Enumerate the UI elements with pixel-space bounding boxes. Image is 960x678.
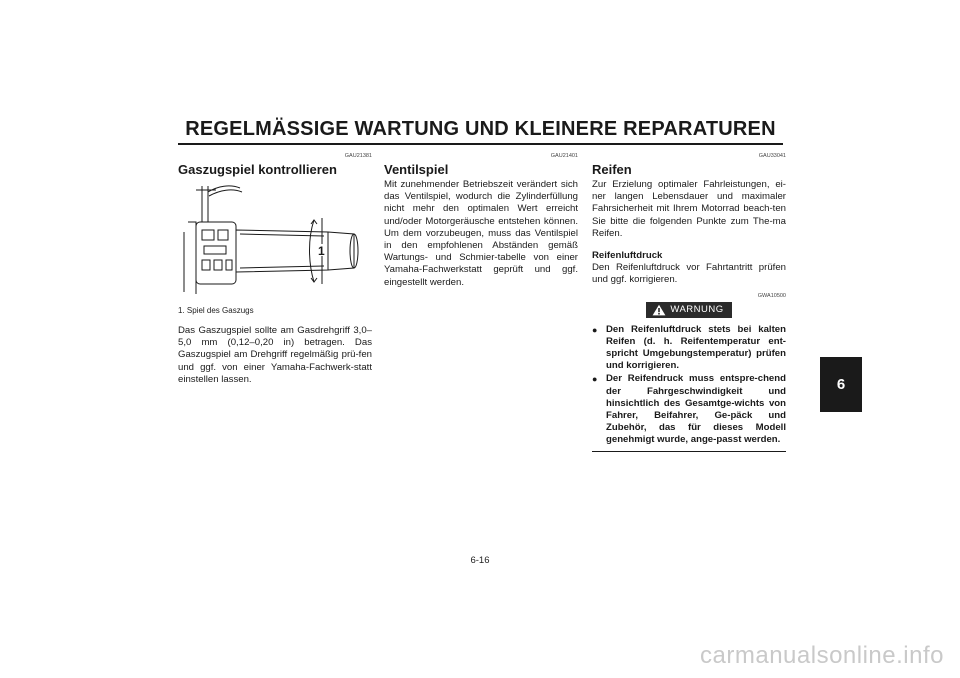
subsection-title-tire-pressure: Reifenluftdruck — [592, 250, 663, 262]
section-code: GAU21401 — [550, 153, 578, 159]
section-title-tires: Reifen — [592, 162, 632, 177]
site-watermark: carmanualsonline.info — [700, 642, 944, 669]
tire-pressure-text: Den Reifenluftdruck vor Fahrtantritt prüfen und ggf. korrigieren. — [592, 262, 786, 286]
warning-list — [592, 324, 786, 447]
column-tires — [592, 152, 786, 452]
tires-intro-text: Zur Erzielung optimaler Fahrleistungen, ei-ner langen Lebensdauer und maximaler Fahrsicherheit mit Ihrem Motorrad beach-ten Sie bitte die folgenden Punkte zum The-ma Reifen. — [592, 179, 786, 239]
warning-triangle-icon — [652, 304, 666, 316]
column-valve-clearance — [384, 152, 578, 289]
warning-bottom-rule — [592, 451, 786, 452]
warning-block — [592, 302, 786, 452]
warning-item-text: Der Reifendruck muss entspre-chend der Fahrgeschwindigkeit und hinsichtlich des Gesamtge-wichts von Fahrer, Beifahrer, Ge-päck und Zubehör, das für dieses Modell genehmigt wurde, ange-passt werden. — [606, 373, 786, 446]
valve-body-text: Mit zunehmender Betriebszeit verändert sich das Ventilspiel, wodurch die Zylinderfüllung nicht mehr den optimalen Wert erreicht und/oder Motorgeräusche entstehen können. Um dem vorzubeugen, muss das Ventilspiel in den empfohlenen Abständen gemäß Wartungs- und Schmier-tabelle von einer Yamaha-Fachwerkstatt geprüft und ggf. eingestellt werden. — [384, 179, 578, 288]
warning-item-text: Den Reifenluftdruck stets bei kalten Reifen (d. h. Reifentemperatur ent-spricht Umgebungstemperatur) prüfen und korrigieren. — [606, 323, 786, 372]
warning-item — [592, 324, 786, 373]
bullet-icon: ● — [592, 374, 598, 385]
warning-code: GWA10500 — [757, 292, 786, 299]
header-rule — [178, 143, 783, 145]
section-code: GAU21381 — [344, 153, 372, 159]
throttle-grip-illustration — [178, 182, 372, 300]
warning-label — [646, 302, 731, 318]
page-header-title: REGELMÄSSIGE WARTUNG UND KLEINERE REPARATUREN — [185, 118, 776, 140]
figure-caption: 1. Spiel des Gaszugs — [178, 306, 254, 315]
section-code: GAU33041 — [758, 153, 786, 159]
bullet-icon: ● — [592, 324, 598, 335]
warning-item — [592, 373, 786, 446]
throttle-body-text: Das Gaszugspiel sollte am Gasdrehgriff 3,0–5,0 mm (0,12–0,20 in) betragen. Das Gaszugspiel am Drehgriff regelmäßig prü-fen und ggf. von einer Yamaha-Fachwerk-statt einstellen lassen. — [178, 325, 372, 385]
section-title-valve: Ventilspiel — [384, 162, 449, 177]
page-number: 6-16 — [470, 555, 490, 566]
column-throttle-cable — [178, 152, 372, 386]
warning-label-text: WARNUNG — [670, 304, 724, 316]
section-title-throttle: Gaszugspiel kontrollieren — [178, 162, 337, 177]
figure-callout-1: 1 — [318, 244, 325, 258]
chapter-tab: 6 — [820, 357, 862, 412]
